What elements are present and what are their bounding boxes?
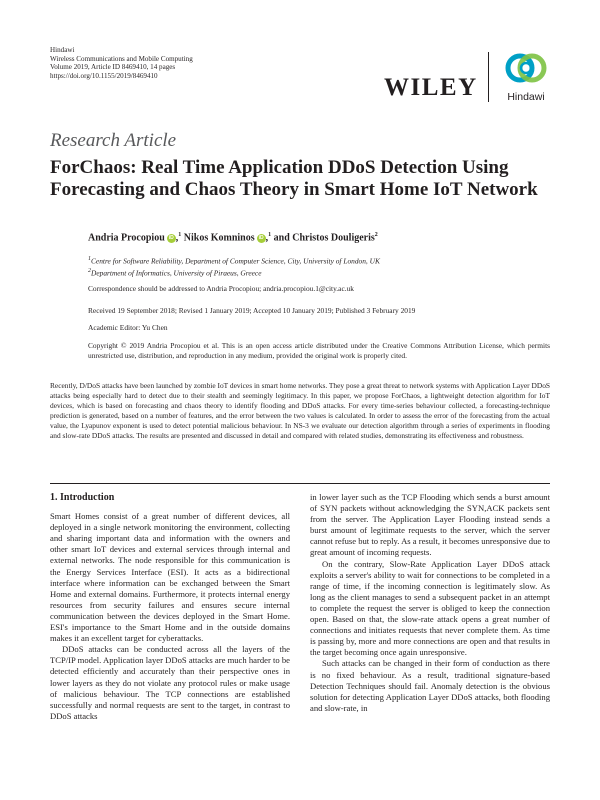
logo-divider xyxy=(488,52,489,102)
author-affiliation-mark: 1 xyxy=(268,232,272,238)
author-and: and xyxy=(273,232,290,244)
affiliations xyxy=(88,254,380,279)
body-column-right xyxy=(310,492,550,714)
body-column-left xyxy=(50,492,290,722)
author-name: Christos Douligeris xyxy=(292,232,375,244)
body-paragraph: in lower layer such as the TCP Flooding which sends a burst amount of SYN packets without acknowledging the SYN,ACK packets sent from the server. The Application Layer Flooding instead sends a burst amount of legitimate requests to the server, which the server cannot refuse but to reply. As a result, it becomes unresponsive due to great amount of incoming requests. xyxy=(310,492,551,558)
author-affiliation-mark: 1 xyxy=(178,232,182,238)
orcid-icon[interactable]: iD xyxy=(168,235,174,242)
article-type: Research Article xyxy=(50,130,177,151)
body-paragraph: Smart Homes consist of a great number of different devices, all deployed in a single network monitoring the environment, collecting and sharing important data and information with the owners and other smart IoT devices and external services through internal and external networks. The node responsible for this communication is the Energy Services Interface (ESI). It acts as a bidirectional interface where information can be exchanged between the Smart Home and external domains. Furthermore, it protects internal energy resources from security failures and ensures secure internal communication between the devices deployed in the Smart Home. ESI's importance to the Smart Home and in the outside domains makes it an excellent target for cyberattacks. xyxy=(50,511,290,644)
volume-info: Volume 2019, Article ID 8469410, 14 pages xyxy=(50,63,176,72)
affiliation-item: $^2$Department of Informatics, University of Piraeus, Greece xyxy=(88,268,262,278)
correspondence: Correspondence should be addressed to Andria Procopiou; andria.procopiou.1@city.ac.uk xyxy=(88,284,354,293)
section-heading: 1. Introduction xyxy=(50,492,115,503)
received-dates: Received 19 September 2018; Revised 1 January 2019; Accepted 10 January 2019; Published 3 February 2019 xyxy=(88,306,416,315)
doi-link[interactable]: https://doi.org/10.1155/2019/8469410 xyxy=(50,71,158,80)
journal-metadata xyxy=(50,46,193,80)
body-paragraph: DDoS attacks can be conducted across all the layers of the TCP/IP model. Application layer DDoS attacks are much harder to be detected efficiently and accurately than their perspective ones in lower layers as they do not violate any protocol rules or make usage of malicious behaviour. The TCP connections are established successfully and normal requests are sent to the target, in contrast to DDoS attacks xyxy=(50,644,290,721)
hindawi-logo-text: Hindawi xyxy=(507,91,545,103)
journal-name: Wireless Communications and Mobile Computing xyxy=(50,54,193,63)
author-list: Andria Procopiou iD ,$^1$ Nikos Komninos iD ,$^1$ and Christos Douligeris$^2$ xyxy=(88,232,378,244)
author-name: Nikos Komninos xyxy=(183,232,255,244)
academic-editor: Academic Editor: Yu Chen xyxy=(88,323,168,332)
abstract: Recently, D/DoS attacks have been launched by zombie IoT devices in smart home networks. They pose a great threat to network systems with Application Layer DDoS attacks being especially hard to detect due to their stealth and seemingly legitimacy. In this paper, we propose ForChaos, a lightweight detection algorithm for IoT devices, which is based on forecasting and chaos theory to identify flooding and DDoS attacks. For every time-series behaviour collected, a forecasting-technique prediction is generated, based on a number of features, and the error between the two values is calculated. In order to assess the error of the forecasting from the actual value, the Lyapunov exponent is used to detect potential malicious behaviour. In NS-3 we evaluate our detection algorithm through a series of experiments in flooding and slow-rate DDoS attacks. The results are presented and discussed in detail and compared with related studies, demonstrating its effectiveness and robustness. xyxy=(50,381,550,441)
publisher-name: Hindawi xyxy=(50,46,75,54)
author-name: Andria Procopiou xyxy=(88,232,165,244)
copyright-notice: Copyright © 2019 Andria Procopiou et al. This is an open access article distributed under the Creative Commons Attribution License, which permits unrestricted use, distribution, and reproduction in any medium, provided the original work is properly cited. xyxy=(88,341,550,360)
body-paragraph: Such attacks can be changed in their form of conduction as there is no fixed behaviour. As a result, traditional signature-based Detection Techniques should fail. Anomaly detection is the obvious solution for detecting Application Layer DDoS attacks, both flooding and slow-rate, in xyxy=(310,658,550,713)
paper-title: ForChaos: Real Time Application DDoS Detection Using Forecasting and Chaos Theory in Smart Home IoT Network xyxy=(50,157,538,200)
affiliation-item: $^1$Centre for Software Reliability, Department of Computer Science, City, University of London, UK xyxy=(88,256,380,266)
author-affiliation-mark: 2 xyxy=(374,232,378,238)
orcid-icon[interactable]: iD xyxy=(258,235,264,242)
wiley-logo: WILEY xyxy=(384,74,478,101)
body-paragraph: On the contrary, Slow-Rate Application Layer DDoS attack exploits a server's ability to wait for connections to be completed in a range of time, if the incoming connection is legitimately slow. As long as the client manages to send a subsequent packet in an attempt to complete the request the server is obliged to keep the connection open. Based on that, the slow-rate attack opens a great number of connections and initiates requests that never complete them. As time is passing by, more and more connections are open and that results in the target becoming once again unresponsive. xyxy=(310,558,550,658)
section-divider xyxy=(50,483,550,484)
